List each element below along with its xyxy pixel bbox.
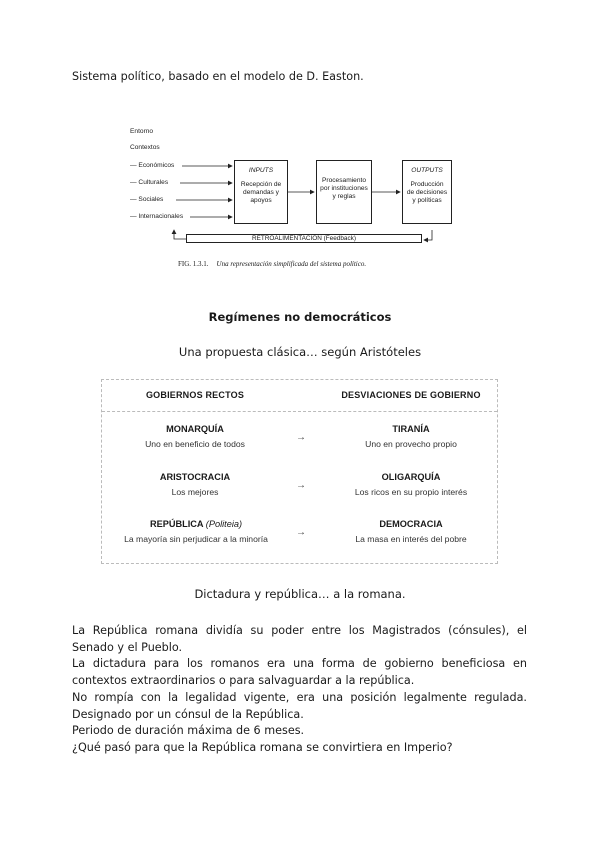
header-good-governments: GOBIERNOS RECTOS <box>145 390 245 400</box>
header-deviations: DESVIACIONES DE GOBIERNO <box>341 390 481 400</box>
paragraph: Periodo de duración máxima de 6 meses. <box>72 724 305 737</box>
arrow-feedback-out <box>174 230 186 239</box>
feedback-box: RETROALIMENTACIÓN (Feedback) <box>186 234 422 243</box>
arrow-icon: → <box>296 527 306 538</box>
monarchy-desc: Uno en beneficio de todos <box>145 439 245 449</box>
republic-desc: La mayoría sin perjudicar a la minoría <box>124 534 268 544</box>
democracy-name: DEMOCRACIA <box>379 519 443 529</box>
cultural-label: — Culturales <box>130 179 169 186</box>
aristotle-subtitle: Una propuesta clásica… según Aristóteles <box>178 345 422 359</box>
republic-name: REPÚBLICA <box>149 519 204 529</box>
economic-label: — Económicos <box>130 162 175 169</box>
contexts-label: Contextos <box>130 144 160 151</box>
tyranny-desc: Uno en provecho propio <box>365 439 457 449</box>
oligarchy-name: OLIGARQUÍA <box>381 472 441 482</box>
outputs-heading: OUTPUTS <box>411 167 443 174</box>
cell-monarchy <box>110 423 280 450</box>
cell-aristocracy <box>110 471 280 498</box>
arrow-icon: → <box>296 432 306 443</box>
republic-name-line <box>106 518 286 530</box>
inputs-heading: INPUTS <box>248 167 274 174</box>
social-label: — Sociales <box>130 196 164 203</box>
oligarchy-desc: Los ricos en su propio interés <box>354 487 468 497</box>
outputs-body: Producción de decisiones y políticas <box>406 181 448 204</box>
monarchy-name: MONARQUÍA <box>166 424 224 434</box>
inputs-box <box>234 160 288 224</box>
tyranny-name: TIRANÍA <box>392 424 430 434</box>
process-body: Procesamiento por instituciones y reglas <box>320 177 368 200</box>
paragraph: No rompía con la legalidad vigente, era una posición legalmente regulada. Designado por un cónsul de la República. <box>72 691 527 721</box>
cell-republic <box>106 518 286 545</box>
caption-fig-number: FIG. 1.3.1. <box>178 260 209 268</box>
democracy-desc: La masa en interés del pobre <box>355 534 467 544</box>
easton-diagram <box>120 122 450 287</box>
cell-oligarchy <box>326 471 496 498</box>
paragraph: La República romana dividía su poder entre los Magistrados (cónsules), el Senado y el Pueblo. <box>72 624 527 654</box>
inputs-body: Recepción de demandas y apoyos <box>240 181 282 204</box>
cell-democracy <box>326 518 496 545</box>
table-header-row <box>102 380 497 412</box>
aristocracy-desc: Los mejores <box>171 487 219 497</box>
republic-politeia: (Politeia) <box>205 519 243 529</box>
outputs-box <box>402 160 452 224</box>
aristotle-table <box>101 379 498 564</box>
arrow-feedback-in <box>424 230 432 240</box>
figure-caption <box>178 260 366 268</box>
arrow-icon: → <box>296 480 306 491</box>
intro-text: Sistema político, basado en el modelo de D. Easton. <box>72 70 364 83</box>
environment-label: Entorno <box>130 128 154 135</box>
section-title: Regímenes no democráticos <box>208 310 392 324</box>
roman-subtitle: Dictadura y república… a la romana. <box>194 587 406 601</box>
paragraph: ¿Qué pasó para que la República romana se convirtiera en Imperio? <box>72 741 453 754</box>
cell-tyranny <box>326 423 496 450</box>
process-box <box>316 160 372 224</box>
aristocracy-name: ARISTOCRACIA <box>159 472 231 482</box>
paragraph: La dictadura para los romanos era una forma de gobierno beneficiosa en contextos extraordinarios o para salvaguardar a la república. <box>72 657 527 687</box>
international-label: — Internacionales <box>130 213 184 220</box>
caption-text: Una representación simplificada del sistema político. <box>216 260 367 268</box>
